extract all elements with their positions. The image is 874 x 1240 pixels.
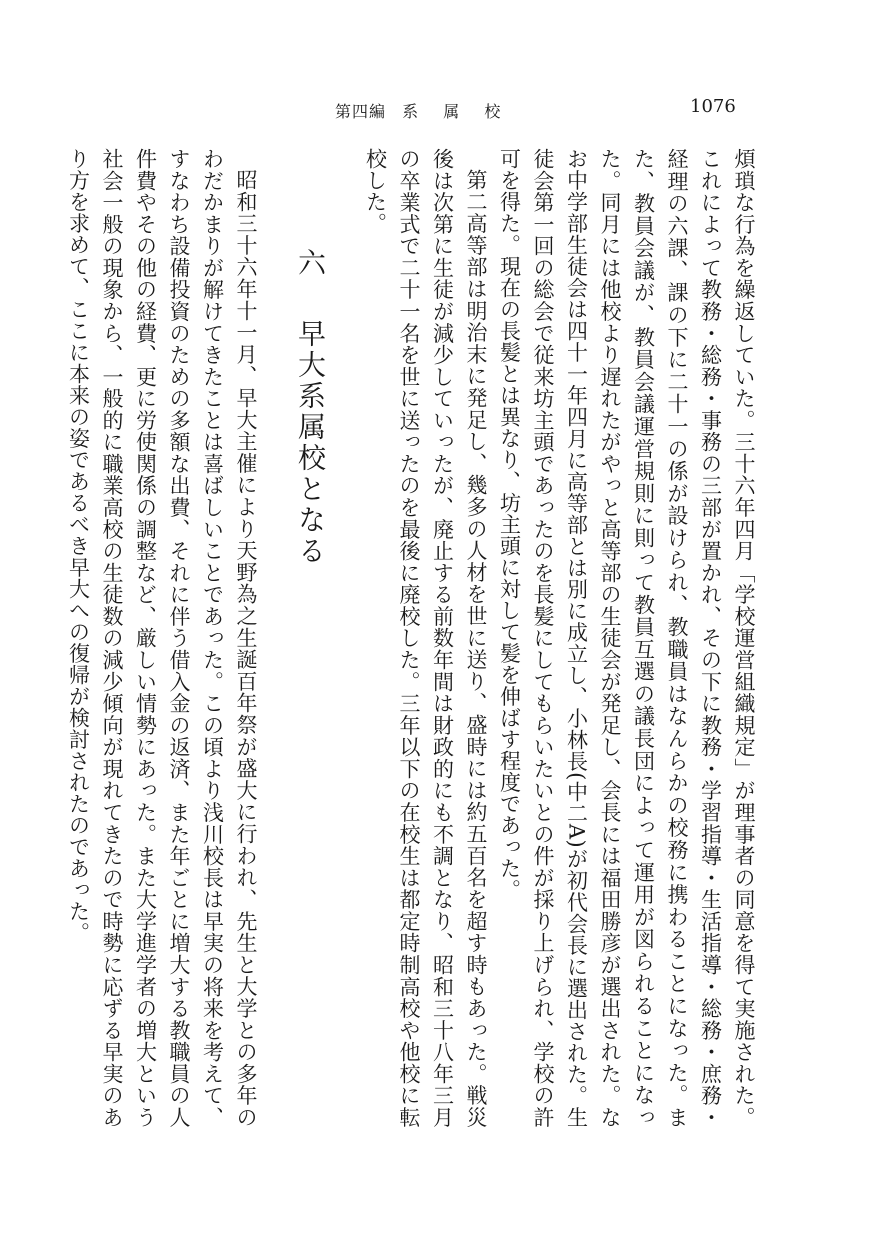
header-title-char: 系 <box>402 102 420 121</box>
section-title: 早大系属校となる <box>294 318 327 567</box>
paragraph: 煩瑣な行為を繰返していた。三十六年四月「学校運営組織規定」が理事者の同意を得て実施された。これによって教務・総務・事務の三部が置かれ、その下に教務・学習指導・生活指導・総務・庶務・経理の六課、課の下に二十一の係が設けられ、教職員はなんらかの校務に携わることになった。また、教員会議が、教員会議運営規則に則って教員互選の議長団によって運用が図られることになった。同月には他校より遅れたがやっと高等部の生徒会が発足し、会長には福田勝彦が選出された。なお中学部生徒会は四十一年四月に高等部とは別に成立し、小林長(中二A)が初代会長に選出された。生徒会第一回の総会で従来坊主頭であったのを長髪にしてもらいたいとの件が採り上げられ、学校の許可を得た。現在の長髪とは異なり、坊主頭に対して髪を伸ばす程度であった。 <box>497 148 756 1129</box>
body-text <box>66 148 760 1129</box>
header-title-char: 校 <box>484 102 502 121</box>
paragraph: 昭和三十六年十一月、早大主催により天野為之生誕百年祭が盛大に行われ、先生と大学との多年のわだかまりが解けてきたことは喜ばしいことであった。この頃より浅川校長は早実の将来を考えて、すなわち設備投資のための多額な出費、それに伴う借入金の返済、また年ごとに増大する教職員の人件費やその他の経費、更に労使関係の調整など、厳しい情勢にあった。また大学進学者の増大という社会一般の現象から、一般的に職業高校の生徒数の減少傾向が現れてきたので時勢に応ずる早実のあり方を求めて、ここに本来の姿であるべき早大への復帰が検討されたのであった。 <box>66 148 258 1129</box>
paragraph: 第二高等部は明治末に発足し、幾多の人材を世に送り、盛時には約五百名を超す時もあった。戦災後は次第に生徒が減少していったが、廃止する前数年間は財政的にも不調となり、昭和三十八年三月の卒業式で二十一名を世に送ったのを最後に廃校した。三年以下の在校生は都定時制高校や他校に転校した。 <box>363 148 488 1128</box>
section-heading <box>290 148 330 1128</box>
part-label: 第四編 <box>335 102 387 121</box>
section-number: 六 <box>294 248 327 279</box>
page-number: 1076 <box>690 96 736 117</box>
header-title-char: 属 <box>443 102 461 121</box>
running-header <box>335 99 519 122</box>
